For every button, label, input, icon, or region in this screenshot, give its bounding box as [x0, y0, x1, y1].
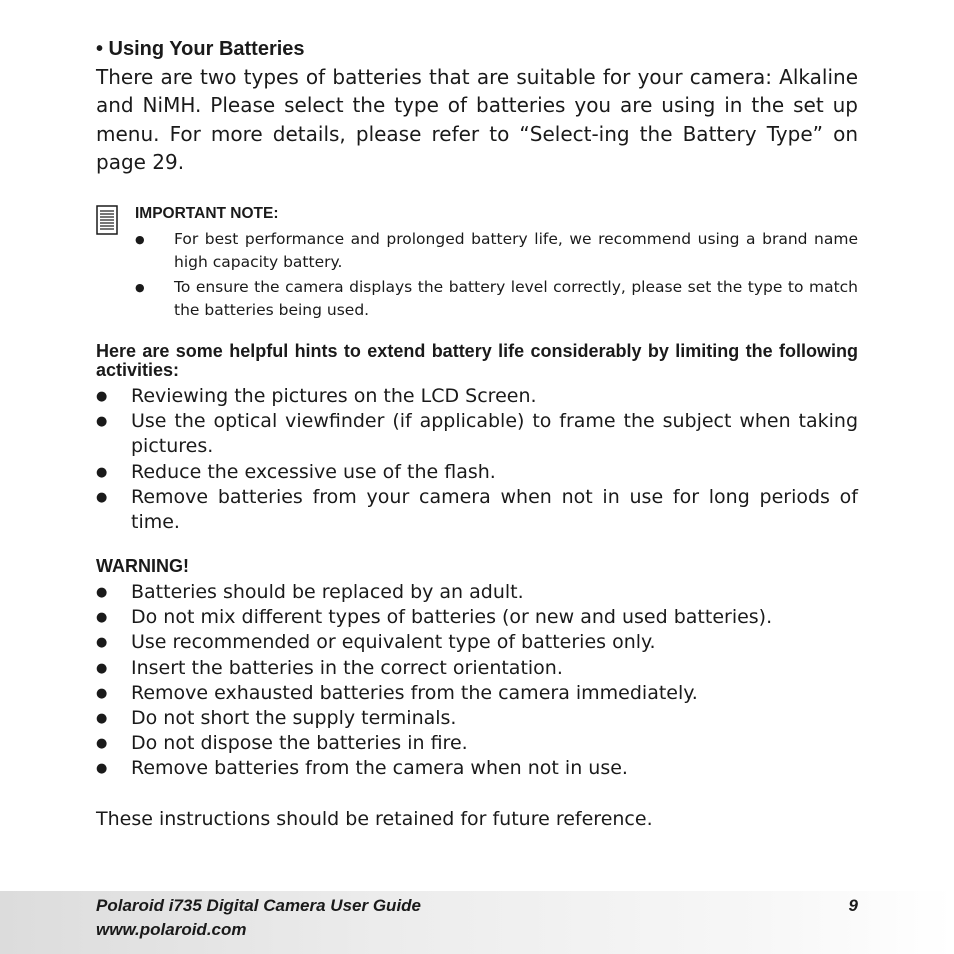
note-icon: [96, 205, 118, 235]
hints-list: [96, 384, 858, 535]
warning-item: ● Remove batteries from the camera when not in use.: [96, 756, 858, 781]
footer-website-link[interactable]: www.polaroid.com: [96, 920, 247, 939]
warning-title: WARNING!: [96, 556, 189, 576]
note-item: ● To ensure the camera displays the battery level correctly, please set the type to match the batteries being used.: [135, 276, 858, 322]
hint-item: ● Remove batteries from your camera when not in use for long periods of time.: [96, 485, 858, 535]
hint-item: ● Reviewing the pictures on the LCD Screen.: [96, 384, 858, 409]
warning-list: [96, 580, 858, 782]
important-note-title: IMPORTANT NOTE:: [135, 205, 279, 222]
hint-item: ● Use the optical viewfinder (if applicable) to frame the subject when taking pictures.: [96, 409, 858, 459]
warning-item: ● Do not short the supply terminals.: [96, 706, 858, 731]
note-item: ● For best performance and prolonged battery life, we recommend using a brand name high capacity battery.: [135, 228, 858, 274]
footer-guide-title: Polaroid i735 Digital Camera User Guide: [96, 896, 422, 915]
closing-note: These instructions should be retained for future reference.: [96, 808, 653, 830]
warning-item: ● Insert the batteries in the correct orientation.: [96, 656, 858, 681]
intro-paragraph: There are two types of batteries that are suitable for your camera: Alkaline and NiMH. Please select the type of batteries you are using in the set up menu. For more details, please refer to “Select-ing the Battery Type” on page 29.: [96, 65, 858, 174]
warning-item: ● Remove exhausted batteries from the camera immediately.: [96, 681, 858, 706]
section-title: • Using Your Batteries: [96, 38, 305, 60]
important-note-list: [135, 228, 858, 324]
warning-item: ● Do not mix different types of batteries (or new and used batteries).: [96, 605, 858, 630]
warning-item: ● Batteries should be replaced by an adult.: [96, 580, 858, 605]
warning-item: ● Do not dispose the batteries in fire.: [96, 731, 858, 756]
hint-item: ● Reduce the excessive use of the flash.: [96, 460, 858, 485]
hints-title: Here are some helpful hints to extend battery life considerably by limiting the following activities:: [96, 341, 858, 380]
warning-item: ● Use recommended or equivalent type of batteries only.: [96, 630, 858, 655]
page-number: 9: [848, 896, 858, 915]
